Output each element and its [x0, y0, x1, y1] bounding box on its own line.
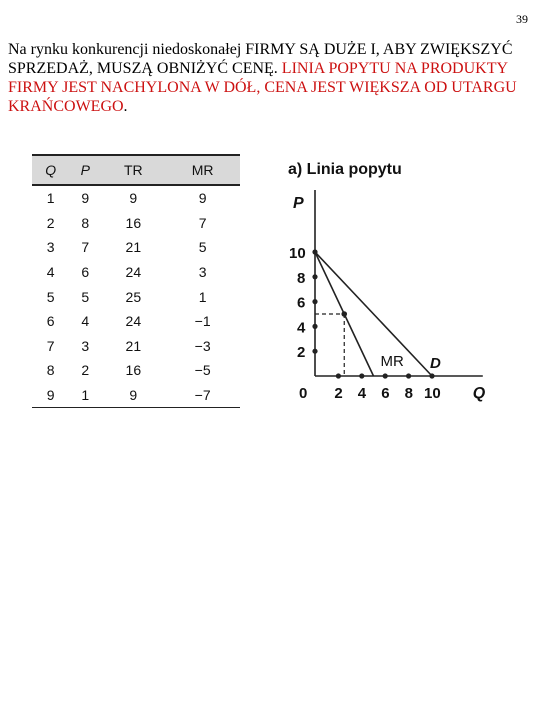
table-cell: −1: [194, 313, 211, 330]
table-cell: 2: [46, 214, 55, 231]
table-cell: 5: [198, 239, 207, 256]
x-axis-marker: [429, 373, 434, 378]
heading-text: Na rynku konkurencji niedoskonałej FIRMY SĄ DUŻE I, ABY ZWIĘKSZYĆ SPRZEDAŻ, MUSZĄ OBNIŻYĆ CENĘ.: [8, 41, 513, 77]
y-axis-marker: [312, 349, 317, 354]
table-row: [32, 284, 240, 309]
revenue-table: [32, 154, 240, 408]
table-row: [32, 358, 240, 383]
demand-chart: [278, 150, 518, 410]
header-mr: MR: [165, 155, 240, 185]
table-cell: 4: [81, 313, 90, 330]
table-cell: 9: [129, 190, 138, 207]
table-cell: 6: [46, 313, 55, 330]
table-cell: −3: [194, 337, 211, 354]
y-tick-label: 8: [297, 269, 306, 287]
table-cell: 3: [46, 239, 55, 256]
table-cell: −5: [194, 362, 211, 379]
heading-end: .: [123, 98, 128, 115]
chart-title: a) Linia popytu: [288, 161, 402, 178]
table-cell: 21: [125, 337, 142, 354]
x-tick-label: 6: [381, 385, 390, 402]
heading-highlight: LINIA POPYTU NA PRODUKTY FIRMY JEST NACHYLONA W DÓŁ, CENA JEST WIĘKSZA OD UTARGU KRAŃCOWEGO: [8, 60, 517, 115]
y-axis-marker: [312, 249, 317, 254]
table-cell: 24: [125, 264, 142, 281]
table-cell: 7: [46, 337, 55, 354]
x-axis-label: Q: [472, 385, 486, 402]
series-label-mr: MR: [380, 353, 404, 370]
series-label-d: D: [430, 355, 441, 372]
table-row: [32, 211, 240, 236]
slide-heading: [8, 40, 532, 116]
table-cell: 9: [32, 383, 69, 408]
table-cell: 1: [46, 190, 55, 207]
y-axis-label: P: [293, 195, 304, 212]
table-row: [32, 383, 240, 408]
table-cell: −7: [165, 383, 240, 408]
table-cell: 9: [81, 190, 90, 207]
x-tick-label: 4: [357, 385, 367, 402]
x-tick-label: 0: [299, 385, 308, 402]
y-tick-label: 10: [289, 245, 306, 262]
table-cell: 16: [125, 214, 142, 231]
table-cell: 1: [69, 383, 101, 408]
table-row: [32, 260, 240, 285]
table-row: [32, 235, 240, 260]
header-tr: TR: [101, 155, 165, 185]
y-tick-label: 4: [297, 319, 306, 337]
table-header-row: [32, 155, 240, 185]
table-cell: 3: [81, 337, 90, 354]
table-cell: 2: [81, 362, 90, 379]
x-axis-marker: [406, 373, 411, 378]
table-cell: 21: [125, 239, 142, 256]
table-row: [32, 334, 240, 359]
y-axis-marker: [312, 299, 317, 304]
table-cell: 24: [125, 313, 142, 330]
header-q: Q: [32, 155, 69, 185]
y-axis-marker: [312, 274, 317, 279]
page-number: 39: [516, 12, 528, 26]
table-cell: 16: [125, 362, 142, 379]
x-tick-label: 8: [404, 385, 413, 402]
demand-chart-svg: [278, 150, 518, 410]
x-axis-marker: [336, 373, 341, 378]
table-cell: 25: [125, 288, 142, 305]
x-axis-marker: [383, 373, 388, 378]
table-cell: 8: [46, 362, 55, 379]
table-cell: 9: [198, 190, 207, 207]
table-row: [32, 309, 240, 334]
y-tick-label: 6: [297, 294, 306, 312]
y-axis-marker: [312, 324, 317, 329]
y-tick-label: 2: [297, 344, 306, 362]
header-p: P: [69, 155, 101, 185]
x-axis-marker: [359, 373, 364, 378]
table-cell: 3: [198, 264, 207, 281]
table-row: [32, 185, 240, 211]
table-cell: 4: [46, 264, 55, 281]
table-cell: 8: [81, 214, 90, 231]
table-body: [32, 185, 240, 408]
x-tick-label: 10: [424, 385, 441, 402]
table-cell: 7: [198, 214, 207, 231]
table-cell: 9: [101, 383, 165, 408]
table-cell: 7: [81, 239, 90, 256]
table-cell: 5: [46, 288, 55, 305]
table-cell: 1: [198, 288, 207, 305]
highlight-point: [341, 311, 347, 317]
table-cell: 5: [81, 288, 90, 305]
table-cell: 6: [81, 264, 90, 281]
x-tick-label: 2: [334, 385, 343, 402]
